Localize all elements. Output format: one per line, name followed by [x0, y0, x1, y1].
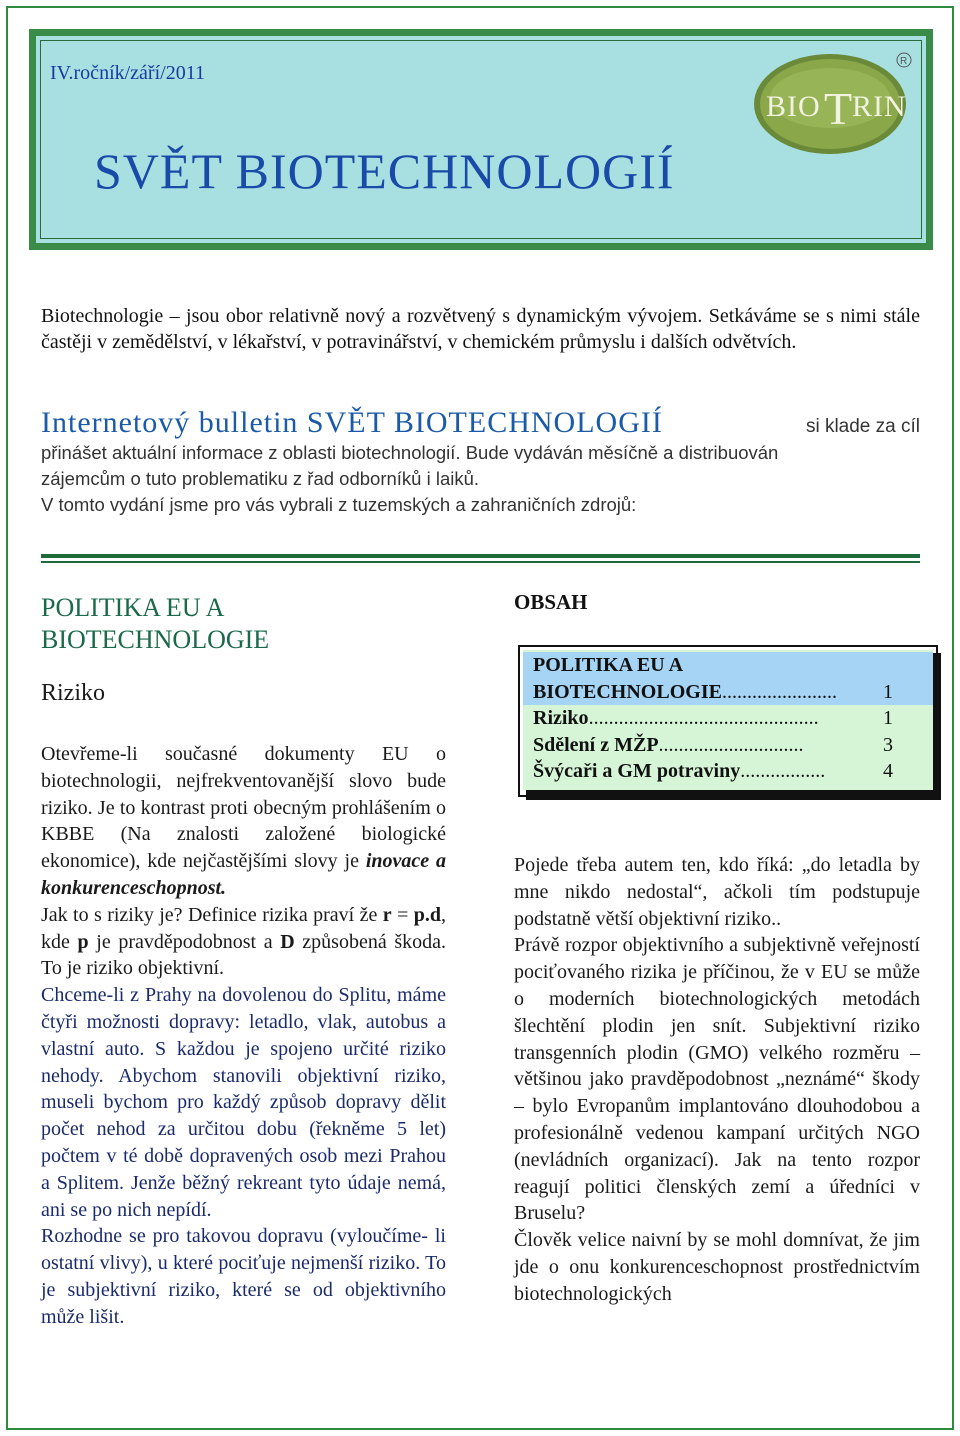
bulletin-block: [41, 406, 920, 518]
svg-text:BIO: BIO: [766, 90, 821, 123]
left-p3-pd: p.d: [413, 903, 441, 926]
article-body-left: [41, 741, 446, 1331]
left-p8: To je subjektivní riziko, které se od objektivního může lišit.: [41, 1252, 446, 1328]
bulletin-line-2: přinášet aktuální informace z oblasti biotechnologií. Bude vydáván měsíčně a distribuován: [41, 442, 779, 463]
divider-thick: [41, 554, 920, 558]
toc-title: OBSAH: [514, 590, 588, 614]
toc-item-svycari[interactable]: [523, 758, 933, 785]
toc-item-label: POLITIKA EU A: [533, 654, 684, 676]
bulletin-tail: si klade za cíl: [805, 416, 920, 437]
toc-item-label: BIOTECHNOLOGIE: [533, 680, 722, 703]
left-p3c: , kde: [41, 903, 446, 953]
right-p2: Právě rozpor objektivního a subjektivně veřejností pociťovaného rizika je příčinou, že v EU se může o moderních biotechnologických metodách šlechtění plodin jen snít. Subjektivní riziko transgenních plodin (GMO) velkého rozměru – většinou jako pravděpodobnost „neznámé“ škody – bylo Evropanům implantováno dlouhodobou a profesionálně vedenou kampaní určitých NGO (nevládních organizací). Jak na tento rozpor reagují politici členských zemí a úředníci v Bruselu?: [514, 934, 920, 1225]
left-p3-r: r: [382, 903, 392, 926]
left-p3e: způsobená škoda. To je riziko objektivní.: [41, 930, 446, 980]
toc-page: 3: [883, 733, 893, 756]
biotrin-logo: [748, 46, 920, 158]
toc-page: 4: [883, 760, 893, 782]
toc-page: 1: [883, 707, 893, 729]
toc-page: 1: [883, 680, 893, 703]
svg-text:T: T: [824, 83, 853, 134]
intro-paragraph: Biotechnologie – jsou obor relativně nový a rozvětvený s dynamickým vývojem. Setkáváme se s nimi stále častěji v zemědělství, v lékařství, v potravinářství, v chemickém průmyslu i dalších odvětvích.: [41, 305, 920, 353]
toc-leader: .............................: [658, 733, 804, 756]
left-p3-D: D: [280, 930, 295, 953]
right-p1: Pojede třeba autem ten, kdo říká: „do letadla by mne nikdo nedostal“, ačkoli tím podstupuje podstatně větší objektivní riziko..: [514, 854, 920, 930]
left-p5: Abychom stanovili objektivní riziko, museli bychom pro každý způsob dopravy dělit počet nehod za určitou dobu (řekněme 5 let) počtem v té době dopravených osob mezi Prahou a Splitem.: [41, 1064, 446, 1194]
subsection-title: Riziko: [41, 680, 105, 706]
left-p3a: Jak to s riziky je? Definice rizika praví že: [41, 903, 383, 926]
left-p7: Rozhodne se pro takovou dopravu (vyloučíme- li ostatní vlivy), u které pociťuje nejmenší riziko.: [41, 1225, 446, 1275]
toc-item-politika-cont[interactable]: [523, 679, 933, 706]
issue-label: IV.ročník/září/2011: [50, 62, 205, 84]
toc-leader: .......................: [721, 680, 837, 703]
right-p3: Člověk velice naivní by se mohl domnívat, že jim jde o onu konkurenceschopnost prostřednictvím biotechnologických: [514, 1229, 920, 1305]
left-p2-emphasis: inovace a konkurenceschopnost.: [41, 850, 447, 899]
left-p3-p: p: [77, 930, 89, 953]
table-of-contents: [518, 645, 938, 797]
left-p1: Otevřeme-li současné dokumenty EU o biotechnologii, nejfrekventovanější slovo bude riziko.: [41, 743, 446, 819]
article-body-right: [514, 852, 920, 1308]
toc-list: [523, 650, 933, 790]
left-column: [41, 592, 446, 1331]
section-title: [41, 592, 446, 656]
svg-text:R: R: [900, 56, 908, 67]
bulletin-title: Internetový bulletin SVĚT BIOTECHNOLOGIÍ: [41, 406, 663, 439]
toc-leader: .................: [740, 760, 826, 782]
toc-item-label: Riziko: [533, 707, 589, 729]
toc-item-politika[interactable]: [523, 652, 933, 679]
toc-leader: ..............................................: [588, 707, 819, 729]
svg-text:RIN: RIN: [852, 90, 907, 123]
section-title-line-2: BIOTECHNOLOGIE: [41, 625, 270, 654]
bulletin-line-4: V tomto vydání jsme pro vás vybrali z tuzemských a zahraničních zdrojů:: [41, 494, 637, 515]
toc-item-label: Sdělení z MŽP: [533, 733, 659, 756]
divider-thin: [41, 561, 920, 563]
toc-item-label: Švýcaři a GM potraviny: [533, 760, 741, 782]
left-p4: Chceme-li z Prahy na dovolenou do Splitu, máme čtyři možnosti dopravy: letadlo, vlak, autobus a vlastní auto. S každou je spojeno určité riziko nehody.: [41, 984, 446, 1087]
toc-heading-area: [514, 590, 920, 615]
page-title: SVĚT BIOTECHNOLOGIÍ: [94, 143, 675, 199]
left-p6: Jenže běžný rekreant tyto údaje nemá, ani se po nich nepídí.: [41, 1171, 446, 1221]
left-p2a: Je to kontrast proti obecným prohlášením o KBBE (Na znalosti založené biologické ekonomice), kde nejčastějšími slovy je: [41, 796, 446, 873]
toc-item-mzp[interactable]: [523, 732, 933, 759]
section-title-line-1: POLITIKA EU A: [41, 593, 225, 622]
left-p3b: =: [391, 903, 414, 926]
bulletin-line-3: zájemcům o tuto problematiku z řad odborníků i laiků.: [41, 468, 480, 489]
toc-item-riziko[interactable]: [523, 705, 933, 732]
left-p3d: je pravděpodobnost a: [88, 930, 281, 953]
